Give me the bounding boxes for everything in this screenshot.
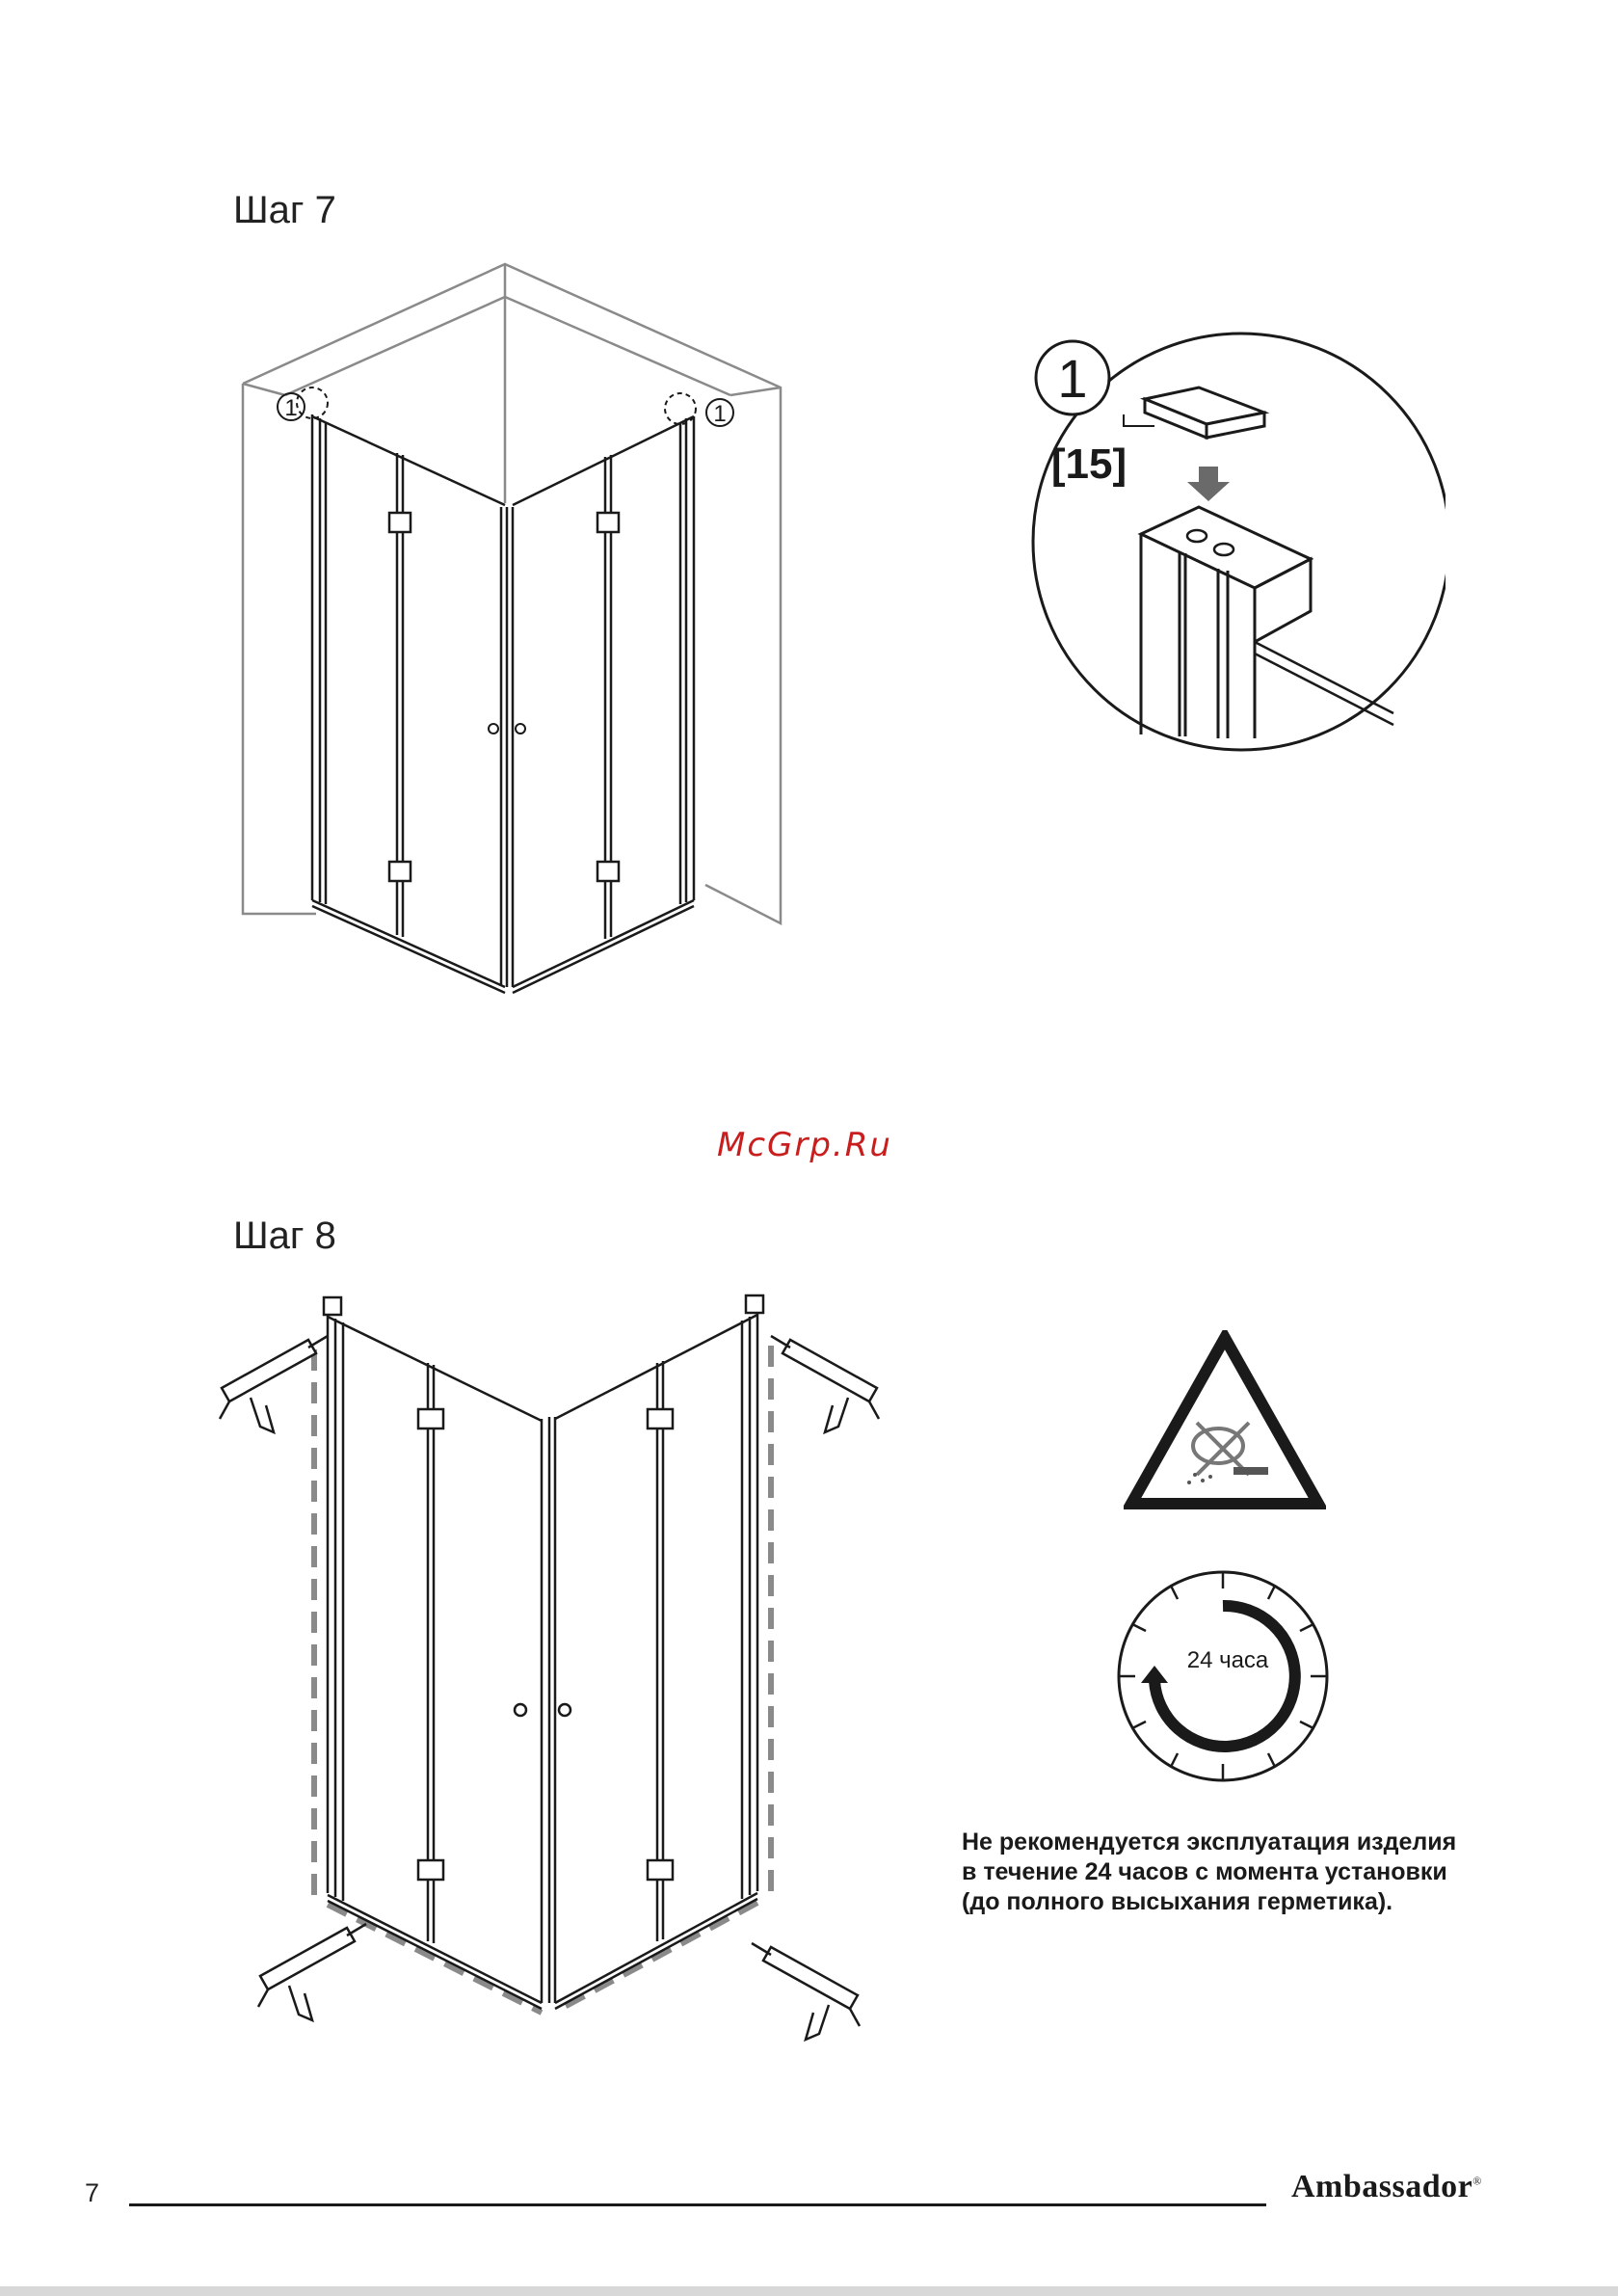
step-7-shower-illustration [231, 251, 809, 1002]
sealant-gun-icon [258, 1924, 366, 2020]
brand-logo [1291, 2169, 1482, 2205]
step-7-detail-magnifier [993, 318, 1446, 771]
step-8-title: Шаг 8 [233, 1215, 336, 1257]
step-8-shower-illustration [193, 1282, 906, 2043]
warning-note [962, 1828, 1578, 1917]
part-label: [15] [1050, 441, 1127, 488]
note-line-1: Не рекомендуется эксплуатация изделия [962, 1829, 1457, 1855]
page-number: 7 [85, 2178, 100, 2207]
clock-24h-icon [1114, 1567, 1332, 1785]
corner-marker-left: 1 [284, 395, 298, 421]
note-line-3: (до полного высыхания герметика). [962, 1888, 1393, 1915]
watermark: McGrp.Ru [717, 1126, 892, 1164]
brand-registered-mark: ® [1472, 2174, 1482, 2188]
brand-name: Ambassador [1291, 2169, 1473, 2204]
footer-divider [129, 2203, 1266, 2206]
sealant-gun-icon [752, 1943, 860, 2040]
step-7-title: Шаг 7 [233, 189, 336, 231]
page-bottom-bar [0, 2286, 1618, 2296]
warning-no-abrasive-icon [1124, 1330, 1326, 1513]
note-line-2: в течение 24 часов с момента установки [962, 1858, 1447, 1885]
detail-marker-number: 1 [1057, 348, 1088, 409]
corner-marker-right: 1 [713, 401, 727, 427]
sealant-gun-icon [771, 1336, 879, 1432]
clock-label: 24 часа [1186, 1647, 1269, 1673]
